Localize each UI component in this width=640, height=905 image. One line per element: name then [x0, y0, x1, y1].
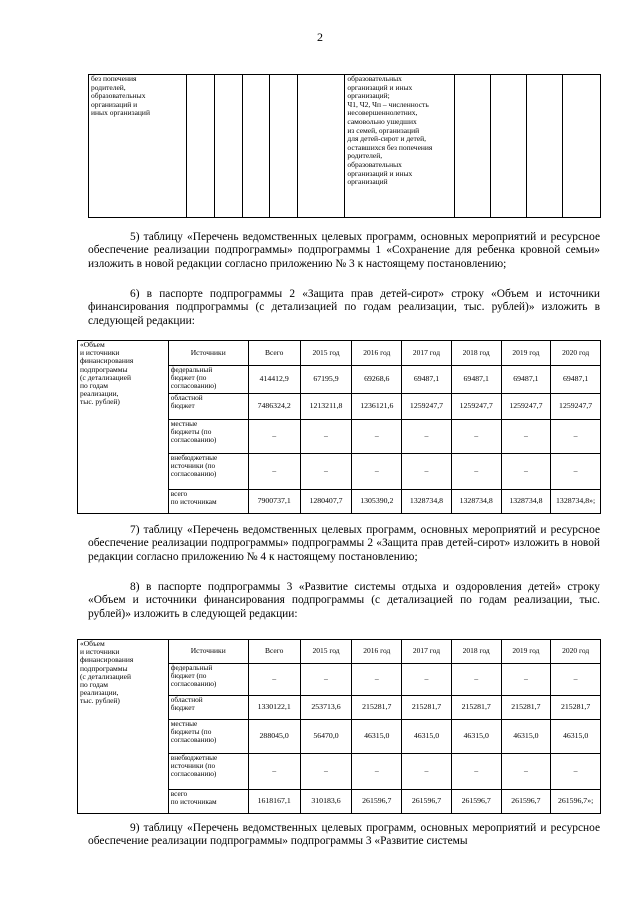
value-cell: 215281,7 — [352, 696, 402, 720]
value-cell: 1328734,8 — [402, 490, 452, 514]
value-cell: 1259247,7 — [451, 394, 501, 420]
value-cell: 1330122,1 — [248, 696, 300, 720]
source-cell: федеральный бюджет (по согласованию) — [168, 366, 248, 394]
column-header: 2019 год — [501, 640, 551, 664]
table-row — [78, 640, 601, 664]
value-cell: 288045,0 — [248, 720, 300, 754]
table-cell — [563, 75, 601, 218]
column-header: Всего — [248, 341, 300, 366]
paragraph-5: 5) таблицу «Перечень ведомственных целевых программ, основных мероприятий и ресурсное обеспечение реализации подпрограммы» подпрограммы 1 «Сохранение для ребенка кровной семьи» изложить в новой редакции согласно приложению № 3 к настоящему постановлению; — [88, 231, 600, 270]
table-cell — [214, 75, 242, 218]
value-cell: – — [352, 420, 402, 454]
value-cell: 46315,0 — [501, 720, 551, 754]
paragraph-9: 9) таблицу «Перечень ведомственных целевых программ, основных мероприятий и ресурсное обеспечение реализации подпрограммы» подпрограммы 3 «Развитие системы — [88, 822, 600, 848]
value-cell: 1328734,8 — [451, 490, 501, 514]
value-cell: – — [451, 664, 501, 696]
value-cell: 1259247,7 — [402, 394, 452, 420]
value-cell: – — [248, 454, 300, 490]
column-header: 2017 год — [402, 341, 452, 366]
value-cell: – — [402, 420, 452, 454]
table-cell: образовательных организаций и иных организаций; Ч1, Ч2, Чп – численность несовершеннолетних, самовольно ушедших из семей, организаций для детей-сирот и детей, оставшихся без попечения родителей, образовательных организаций и иных организаций — [345, 75, 455, 218]
column-header: 2019 год — [501, 341, 551, 366]
table-cell — [242, 75, 269, 218]
source-cell: всего по источникам — [168, 490, 248, 514]
value-cell: 69487,1 — [501, 366, 551, 394]
value-cell: – — [248, 754, 300, 790]
value-cell: – — [501, 664, 551, 696]
value-cell: – — [300, 420, 352, 454]
value-cell: 1259247,7 — [551, 394, 601, 420]
paragraph-7: 7) таблицу «Перечень ведомственных целевых программ, основных мероприятий и ресурсное обеспечение реализации подпрограммы» подпрограммы 2 «Защита прав детей-сирот» изложить в новой редакции согласно приложению № 4 к настоящему постановлению; — [88, 524, 600, 563]
table-row — [89, 75, 601, 218]
source-cell: местные бюджеты (по согласованию) — [168, 720, 248, 754]
value-cell: – — [402, 664, 452, 696]
column-header: Источники — [168, 341, 248, 366]
value-cell: 69487,1 — [551, 366, 601, 394]
column-header: 2015 год — [300, 640, 352, 664]
column-header: 2018 год — [451, 341, 501, 366]
value-cell: – — [248, 664, 300, 696]
source-cell: внебюджетные источники (по согласованию) — [168, 454, 248, 490]
paragraph-6: 6) в паспорте подпрограммы 2 «Защита прав детей-сирот» строку «Объем и источники финансирования подпрограммы (с детализацией по годам реализации, тыс. рублей)» изложить в следующей редакции: — [88, 288, 600, 327]
value-cell: – — [551, 754, 601, 790]
value-cell: 261596,7 — [501, 790, 551, 814]
value-cell: 1259247,7 — [501, 394, 551, 420]
value-cell: – — [501, 420, 551, 454]
column-header: 2020 год — [551, 640, 601, 664]
value-cell: 1618167,1 — [248, 790, 300, 814]
value-cell: 261596,7 — [451, 790, 501, 814]
column-header: Источники — [168, 640, 248, 664]
column-header: 2017 год — [402, 640, 452, 664]
value-cell: 261596,7»; — [551, 790, 601, 814]
value-cell: 215281,7 — [501, 696, 551, 720]
value-cell: 1305390,2 — [352, 490, 402, 514]
value-cell: 1236121,6 — [352, 394, 402, 420]
value-cell: 69487,1 — [402, 366, 452, 394]
column-header: Всего — [248, 640, 300, 664]
value-cell: 215281,7 — [551, 696, 601, 720]
value-cell: 67195,9 — [300, 366, 352, 394]
table-cell — [186, 75, 214, 218]
value-cell: 7486324,2 — [248, 394, 300, 420]
value-cell: – — [352, 664, 402, 696]
table-cell — [297, 75, 345, 218]
value-cell: 46315,0 — [551, 720, 601, 754]
value-cell: 253713,6 — [300, 696, 352, 720]
value-cell: 7900737,1 — [248, 490, 300, 514]
finance-table-subprogram-3 — [77, 639, 601, 814]
value-cell: – — [551, 664, 601, 696]
table-row — [78, 341, 601, 366]
table-cell — [455, 75, 491, 218]
value-cell: – — [402, 454, 452, 490]
continuation-table — [88, 74, 601, 218]
value-cell: 69487,1 — [451, 366, 501, 394]
column-header: 2016 год — [352, 341, 402, 366]
column-header: 2018 год — [451, 640, 501, 664]
paragraph-8: 8) в паспорте подпрограммы 3 «Развитие системы отдыха и оздоровления детей» строку «Объем и источники финансирования подпрограммы (с детализацией по годам реализации, тыс. рублей)» изложить в следующей редакции: — [88, 581, 600, 620]
value-cell: – — [352, 754, 402, 790]
value-cell: 69268,6 — [352, 366, 402, 394]
value-cell: – — [551, 420, 601, 454]
page-number: 2 — [317, 30, 323, 44]
value-cell: – — [352, 454, 402, 490]
column-header: 2016 год — [352, 640, 402, 664]
source-cell: местные бюджеты (по согласованию) — [168, 420, 248, 454]
source-cell: областной бюджет — [168, 394, 248, 420]
value-cell: 310183,6 — [300, 790, 352, 814]
value-cell: – — [248, 420, 300, 454]
value-cell: 215281,7 — [451, 696, 501, 720]
source-cell: всего по источникам — [168, 790, 248, 814]
value-cell: 1213211,8 — [300, 394, 352, 420]
value-cell: – — [551, 454, 601, 490]
value-cell: – — [451, 754, 501, 790]
row-label: «Объем и источники финансирования подпрограммы (с детализацией по годам реализации, тыс. рублей) — [78, 341, 169, 514]
value-cell: – — [501, 454, 551, 490]
source-cell: федеральный бюджет (по согласованию) — [168, 664, 248, 696]
finance-table-subprogram-2 — [77, 340, 601, 514]
value-cell: – — [402, 754, 452, 790]
value-cell: 1328734,8»; — [551, 490, 601, 514]
table-cell — [491, 75, 527, 218]
table-cell — [527, 75, 563, 218]
value-cell: 46315,0 — [402, 720, 452, 754]
column-header: 2020 год — [551, 341, 601, 366]
row-label: «Объем и источники финансирования подпрограммы (с детализацией по годам реализации, тыс. рублей) — [78, 640, 169, 814]
value-cell: – — [300, 754, 352, 790]
value-cell: – — [451, 454, 501, 490]
source-cell: областной бюджет — [168, 696, 248, 720]
value-cell: 261596,7 — [402, 790, 452, 814]
value-cell: – — [501, 754, 551, 790]
value-cell: 1328734,8 — [501, 490, 551, 514]
value-cell: 261596,7 — [352, 790, 402, 814]
value-cell: – — [300, 454, 352, 490]
value-cell: 414412,9 — [248, 366, 300, 394]
value-cell: 46315,0 — [352, 720, 402, 754]
value-cell: 1280407,7 — [300, 490, 352, 514]
value-cell: – — [451, 420, 501, 454]
table-cell — [269, 75, 297, 218]
value-cell: 46315,0 — [451, 720, 501, 754]
table-cell: без попечения родителей, образовательных организаций и иных организаций — [89, 75, 187, 218]
value-cell: 215281,7 — [402, 696, 452, 720]
value-cell: – — [300, 664, 352, 696]
value-cell: 56470,0 — [300, 720, 352, 754]
column-header: 2015 год — [300, 341, 352, 366]
source-cell: внебюджетные источники (по согласованию) — [168, 754, 248, 790]
